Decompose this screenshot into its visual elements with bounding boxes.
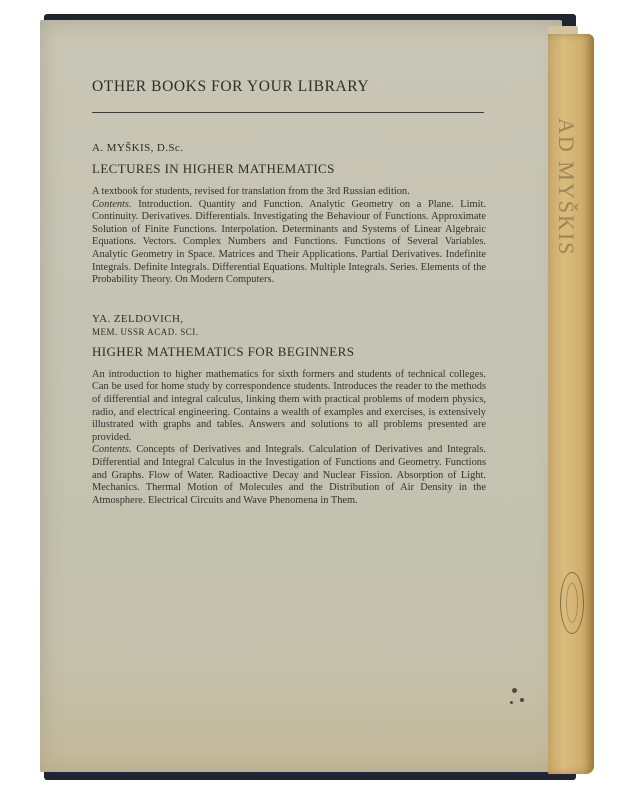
book1-contents-paragraph bbox=[92, 199, 486, 287]
book2-contents-label: Contents. bbox=[92, 444, 132, 456]
book2-contents-paragraph bbox=[92, 444, 486, 507]
book2-title: HIGHER MATHEMATICS FOR BEGINNERS bbox=[92, 343, 355, 359]
book2-author-title: MEM. USSR ACAD. SCI. bbox=[92, 326, 199, 337]
book1-description: A textbook for students, revised for translation from the 3rd Russian edition. bbox=[92, 186, 410, 197]
header-divider bbox=[92, 112, 484, 113]
book1-contents: Introduction. Quantity and Function. Analytic Geometry on a Plane. Limit. Continuity. Derivatives. Differentials. Investigating the Behaviour of Functions. Approximate Solution of Finite Functions. Interpolation. Determinants and Systems of Linear Algebraic Equations. Vectors. Complex Numbers and Functions. Functions of Several Variables. Analytic Geometry in Space. Matrices and Their Applications. Partial Derivatives. Indefinite Integrals. Definite Integrals. Differential Equations. Multiple Integrals. Series. Elements of the Probability Theory. On Modern Computers. bbox=[92, 198, 486, 286]
book1-title: LECTURES IN HIGHER MATHEMATICS bbox=[92, 161, 335, 176]
book2-description: An introduction to higher mathematics for sixth formers and students of technical colleges. Can be used for home study by correspondence students. Introduces the reader to the methods of differential and integral calculus, linking them with practical problems of modern physics, radio, and electrical engineering. Contains a wealth of examples and exercises, is extensively illustrated with graphs and tables. Answers and solutions to all problems presented are provided. bbox=[92, 368, 486, 443]
book1-description-block bbox=[92, 186, 486, 287]
stain-spot bbox=[510, 701, 513, 704]
book1-author: A. MYŠKIS, D.Sc. bbox=[92, 142, 184, 154]
spine-author-text: AD MYŠKIS bbox=[554, 118, 579, 257]
stain-spot bbox=[512, 688, 517, 693]
book2-author: YA. ZELDOVICH, bbox=[92, 312, 184, 325]
book2-contents: Concepts of Derivatives and Integrals. Calculation of Derivatives and Integrals. Differential and Integral Calculus in the Investigation of Functions and Geometry. Functions and Graphs. Flow of Water. Radioactive Decay and Nuclear Fission. Absorption of Light. Mechanics. Thermal Motion of Molecules and the Distribution of Air Density in the Atmosphere. Electrical Circuits and Wave Phenomena in Them. bbox=[92, 444, 486, 506]
publisher-emblem-icon bbox=[560, 572, 584, 634]
book2-description-block bbox=[92, 369, 486, 508]
stain-spot bbox=[520, 698, 524, 702]
section-header: OTHER BOOKS FOR YOUR LIBRARY bbox=[92, 78, 370, 95]
cover-text-block bbox=[92, 60, 486, 507]
book1-contents-label: Contents. bbox=[92, 198, 132, 210]
